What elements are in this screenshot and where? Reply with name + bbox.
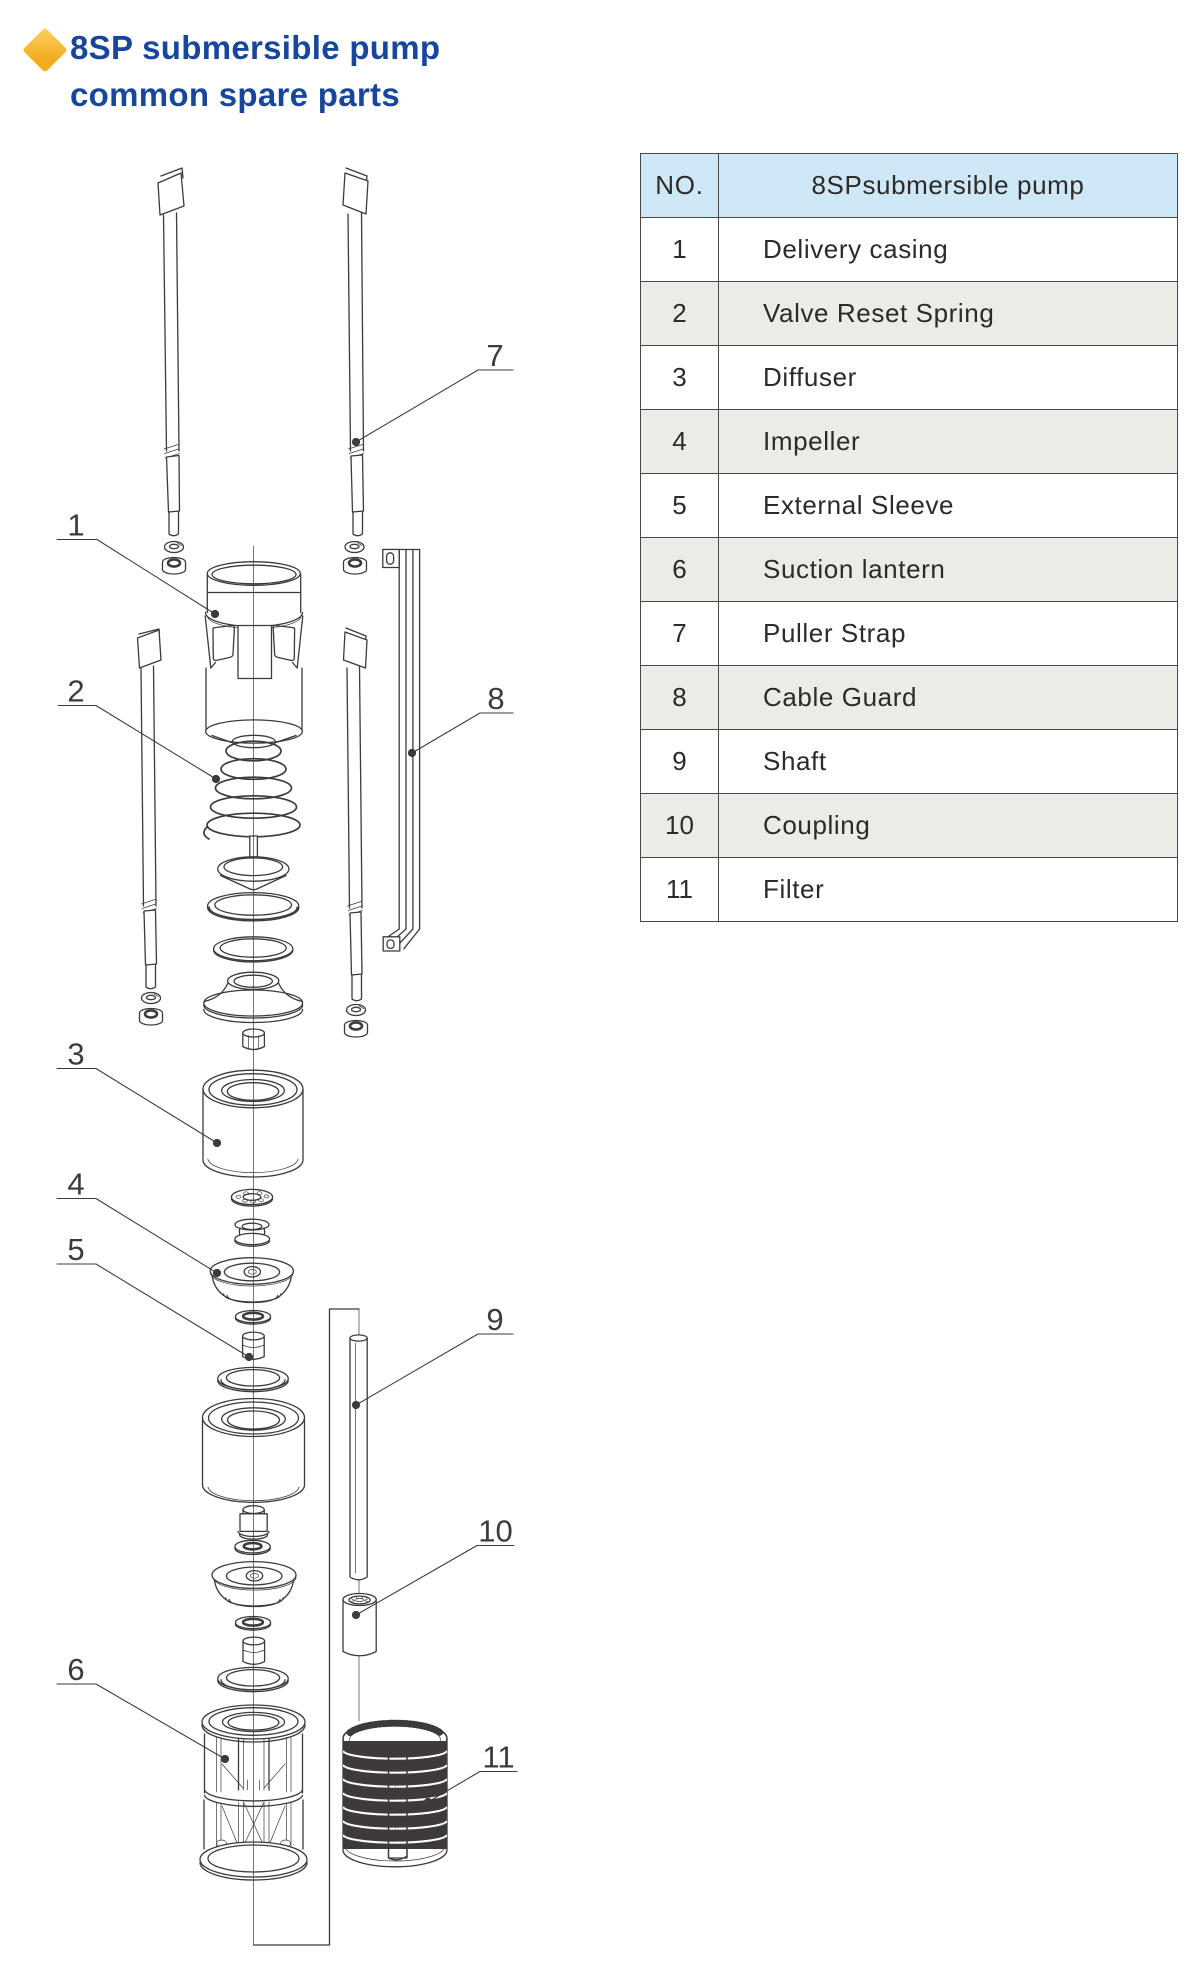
callout-label-3: 3 [67,1036,85,1072]
cell-part-name: Coupling [719,794,1178,858]
seal-ring-upper-drawing [208,893,299,921]
cell-part-number: 7 [641,602,719,666]
cell-part-name: Delivery casing [719,218,1178,282]
title-line-2: common spare parts [70,76,401,113]
spacer-ring-drawing-2 [218,1667,288,1691]
callout-10 [352,1514,514,1620]
delivery-casing-drawing [205,562,303,748]
thrust-washer-b-drawing [235,1540,270,1554]
valve-seat-drawing [204,972,303,1022]
callout-label-2: 2 [67,673,85,709]
thrust-washer-a-drawing [235,1311,270,1325]
callout-8 [408,681,513,757]
stage-tie-strap-right [344,628,368,1001]
callouts [57,338,517,1806]
cell-part-number: 11 [641,858,719,922]
callout-label-11: 11 [482,1739,515,1775]
impeller-drawing-1 [210,1258,293,1303]
header-name: 8SPsubmersible pump [719,154,1178,218]
callout-label-1: 1 [67,507,85,543]
lock-washer-nut-mid-left [140,993,163,1026]
valve-reset-spring-drawing [204,741,300,839]
seal-ring-lower-drawing [214,937,293,962]
cell-part-number: 8 [641,666,719,730]
callout-6 [57,1652,229,1763]
callout-9 [352,1302,513,1409]
diffuser-drawing-1 [203,1070,303,1177]
thrust-washer-c-drawing [235,1617,270,1631]
spacer-spool-drawing [235,1219,270,1246]
balance-washer-drawing [231,1189,272,1206]
filter-drawing [343,1722,447,1867]
callout-label-7: 7 [486,338,504,373]
cell-part-name: Shaft [719,730,1178,794]
callout-7 [352,338,513,446]
cell-part-name: Cable Guard [719,666,1178,730]
spacer-ring-drawing-1 [218,1367,288,1391]
cell-part-number: 3 [641,346,719,410]
impeller-drawing-2 [212,1562,296,1607]
cell-part-name: Valve Reset Spring [719,282,1178,346]
puller-strap-left [158,168,184,536]
lock-washer-nut-top-right [344,542,367,575]
callout-label-8: 8 [487,681,505,716]
cell-part-name: Puller Strap [719,602,1178,666]
callout-2 [58,674,220,784]
cell-part-number: 5 [641,474,719,538]
callout-label-9: 9 [486,1302,504,1337]
lock-washer-nut-mid-right [345,1005,368,1038]
cell-part-number: 4 [641,410,719,474]
callout-5 [57,1232,253,1361]
stage-tie-strap-left [138,629,162,989]
callout-label-6: 6 [67,1652,85,1687]
lock-washer-nut-top-left [163,542,186,575]
cell-part-name: Impeller [719,410,1178,474]
cell-part-name: External Sleeve [719,474,1178,538]
shaft-drawing [350,1335,367,1580]
callout-1 [57,508,219,619]
cell-part-number: 2 [641,282,719,346]
cell-part-number: 10 [641,794,719,858]
header-no: NO. [641,154,719,218]
puller-strap-right [343,168,368,536]
coupling-drawing [343,1594,376,1656]
callout-label-4: 4 [67,1166,85,1202]
callout-3 [57,1037,221,1148]
title-line-1: 8SP submersible pump [70,29,441,66]
cell-part-number: 6 [641,538,719,602]
cell-part-name: Suction lantern [719,538,1178,602]
callout-label-10: 10 [478,1513,513,1549]
cell-part-name: Diffuser [719,346,1178,410]
callout-label-5: 5 [67,1232,85,1267]
cell-part-number: 9 [641,730,719,794]
cell-part-number: 1 [641,218,719,282]
cell-part-name: Filter [719,858,1178,922]
